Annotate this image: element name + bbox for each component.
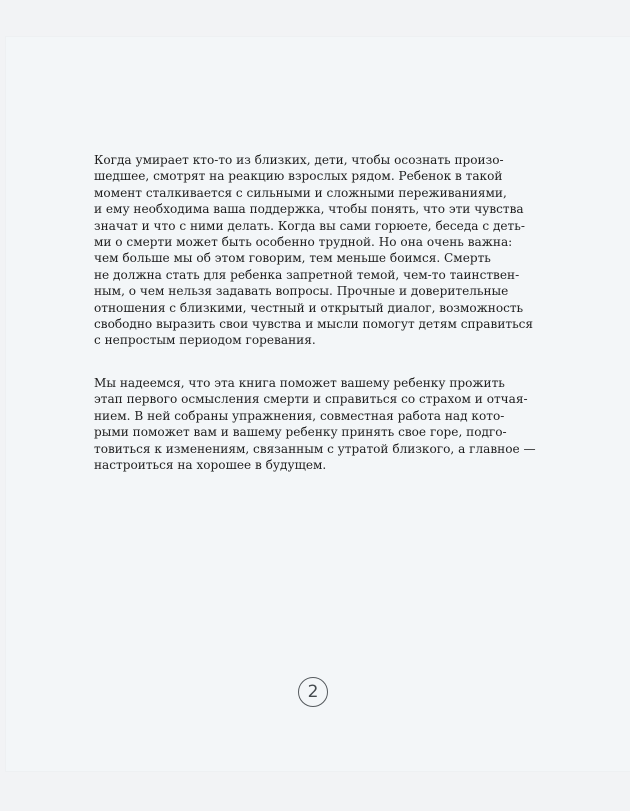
- text-line: свободно выразить свои чувства и мысли помогут детям справиться: [94, 317, 534, 332]
- text-line: шедшее, смотрят на реакцию взрослых рядом. Ребенок в такой: [94, 169, 503, 184]
- viewer-bottom-margin: [0, 773, 630, 811]
- text-line: момент сталкивается с сильными и сложными переживаниями,: [94, 185, 507, 200]
- text-line: нием. В ней собраны упражнения, совместная работа над кото-: [94, 408, 505, 423]
- text-line: с непростым периодом горевания.: [94, 333, 316, 348]
- viewer-top-margin: [0, 0, 630, 36]
- text-line: ным, о чем нельзя задавать вопросы. Прочные и доверительные: [94, 284, 509, 299]
- paragraph-1: [94, 152, 564, 349]
- page-number: 2: [298, 677, 328, 707]
- text-line: чем больше мы об этом говорим, тем меньше боимся. Смерть: [94, 251, 491, 266]
- text-line: Мы надеемся, что эта книга поможет вашему ребенку прожить: [94, 376, 505, 390]
- text-line: ми о смерти может быть особенно трудной. Но она очень важна:: [94, 235, 513, 250]
- text-line: рыми поможет вам и вашему ребенку принять свое горе, подго-: [94, 425, 507, 440]
- text-line: и ему необходима ваша поддержка, чтобы понять, что эти чувства: [94, 202, 524, 217]
- text-line: товиться к изменениям, связанным с утратой близкого, а главное —: [94, 441, 536, 456]
- text-line: отношения с близкими, честный и открытый диалог, возможность: [94, 300, 524, 315]
- text-line: не должна стать для ребенка запретной темой, чем-то таинствен-: [94, 267, 520, 282]
- text-line: значат и что с ними делать. Когда вы сами горюете, беседа с деть-: [94, 218, 525, 233]
- text-line: этап первого осмысления смерти и справиться со страхом и отчая-: [94, 392, 528, 407]
- text-line: настроиться на хорошее в будущем.: [94, 458, 327, 473]
- paragraph-2: [94, 375, 564, 473]
- text-line: Когда умирает кто-то из близких, дети, чтобы осознать произо-: [94, 153, 504, 167]
